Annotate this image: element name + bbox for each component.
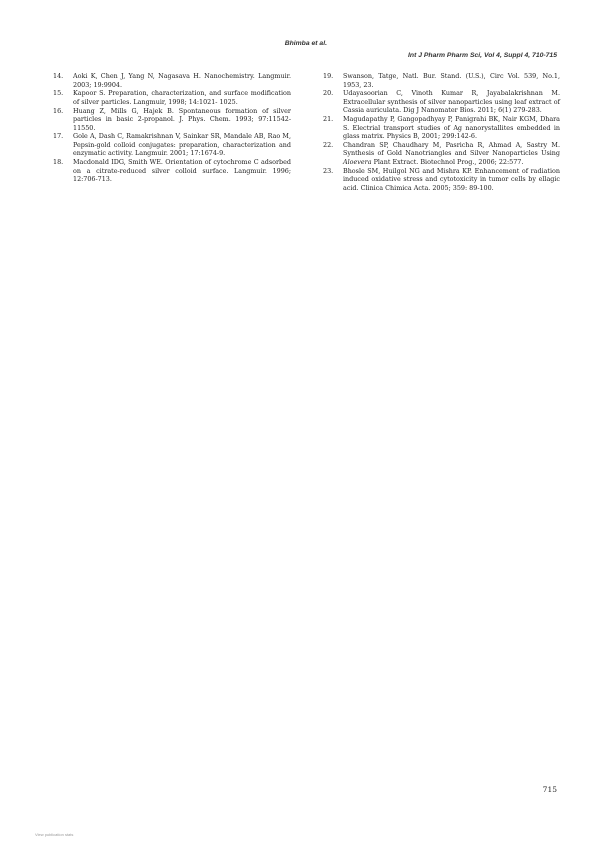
reference-item <box>53 89 291 106</box>
reference-item <box>53 72 291 89</box>
reference-number: 20. <box>323 89 334 98</box>
reference-number: 22. <box>323 140 334 149</box>
reference-item <box>53 132 291 158</box>
reference-number: 14. <box>53 72 64 80</box>
reference-number: 21. <box>323 115 334 124</box>
reference-text-pre: Chandran SP, Chaudhary M, Pasricha R, Ahmad A, Sastry M. Synthesis of Gold Nanotriangles and Silver Nanoparticles Using <box>343 140 560 158</box>
reference-item <box>323 141 560 167</box>
reference-number: 18. <box>53 158 64 167</box>
reference-text: Kapoor S. Preparation, characterization, and surface modification of silver particles. Langmuir, 1998; 14:1021- 1025. <box>73 89 291 106</box>
reference-text: Magudapathy P, Gangopadhyay P, Panigrahi BK, Nair KGM, Dhara S. Electrial transport studies of Ag nanorystallites embedded in glass matrix. Physics B, 2001; 299:142-6. <box>343 115 560 141</box>
references-left-column <box>53 72 291 184</box>
page-number: 715 <box>542 785 557 794</box>
reference-item <box>323 89 560 115</box>
reference-item <box>323 115 560 141</box>
running-header-authors: Bhimba et al. <box>284 40 327 47</box>
reference-number: 16. <box>53 106 64 115</box>
reference-text: Huang Z, Mills G, Hajek B. Spontaneous formation of silver particles in basic 2-propanol. J. Phys. Chem. 1993; 97:11542-11550. <box>73 106 291 132</box>
reference-text-italic: Aloevera <box>343 158 372 167</box>
running-header-journal: Int J Pharm Pharm Sci, Vol 4, Suppl 4, 710-715 <box>408 52 557 59</box>
reference-number: 19. <box>323 72 334 80</box>
reference-text: Udayasoorian C, Vinoth Kumar R, Jayabalakrishnan M. Extracellular synthesis of silver nanoparticles using leaf extract of Cassia auriculata. Dig J Nanomater Bios. 2011; 6(1) 279-283. <box>343 89 560 115</box>
reference-text <box>343 141 560 167</box>
reference-item <box>323 72 560 89</box>
reference-number: 23. <box>323 166 334 175</box>
reference-text: Macdonald IDG, Smith WE. Orientation of cytochrome C adsorbed on a citrate-reduced silver colloid surface. Langmuir. 1996; 12:706-713. <box>73 158 291 184</box>
reference-text: Gole A, Dash C, Ramakrishnan V, Sainkar SR, Mandale AB, Rao M, Pepsin-gold colloid conjugates: preparation, characterization and enzymatic activity. Langmuir. 2001; 17:1674-9. <box>73 132 291 158</box>
view-publication-stats-link[interactable]: View publication stats <box>35 832 74 837</box>
reference-number: 15. <box>53 89 64 98</box>
reference-text: Aoki K, Chen J, Yang N, Nagasava H. Nanochemistry. Langmuir. 2003; 19:9904. <box>73 72 291 89</box>
reference-text: Swanson, Tatge, Natl. Bur. Stand. (U.S.), Circ Vol. 539, No.1, 1953, 23. <box>343 72 560 89</box>
reference-text: Bhosle SM, Huilgol NG and Mishra KP. Enhancement of radiation induced oxidative stress and cytotoxicity in tumor cells by ellagic acid. Clinica Chimica Acta. 2005; 359: 89-100. <box>343 166 560 192</box>
reference-number: 17. <box>53 132 64 141</box>
reference-text-post: Plant Extract. Biotechnol Prog., 2006; 22:577. <box>371 158 524 167</box>
references-right-column <box>323 72 560 193</box>
reference-item <box>53 107 291 133</box>
reference-item <box>323 167 560 193</box>
reference-item <box>53 158 291 184</box>
